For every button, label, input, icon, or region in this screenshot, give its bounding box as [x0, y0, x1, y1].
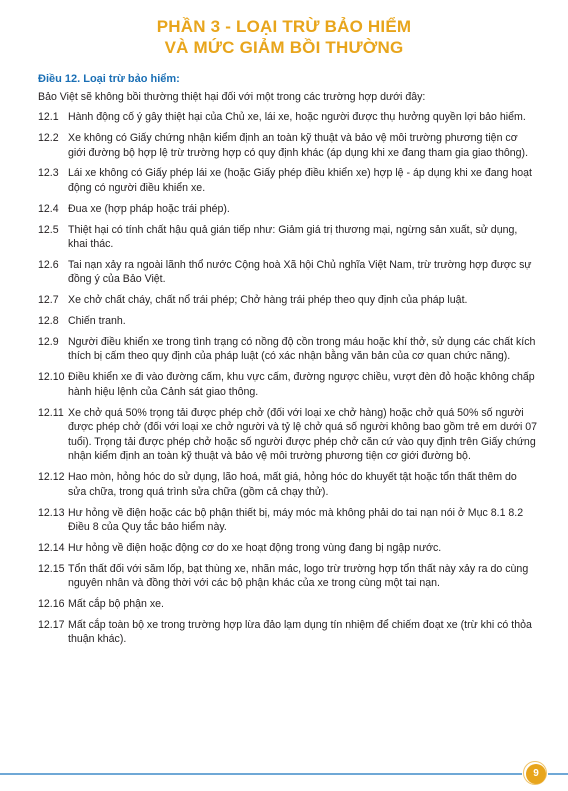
list-item — [38, 110, 538, 125]
item-text: Hư hỏng về điện hoặc các bộ phận thiết bị, máy móc mà không phải do tai nạn nói ở Mục 8.1 8.2 Điều 8 của Quy tắc bảo hiểm này. — [68, 506, 524, 534]
article-intro: Bảo Việt sẽ không bồi thường thiệt hại đối với một trong các trường hợp dưới đây: — [38, 90, 426, 103]
list-item — [38, 406, 538, 464]
item-number: 12.4 — [38, 202, 59, 215]
item-text: Xe chở chất cháy, chất nổ trái phép; Chở hàng trái phép theo quy định của pháp luật. — [68, 294, 468, 307]
item-number: 12.8 — [38, 315, 59, 328]
item-number: 12.6 — [38, 258, 59, 271]
title-line-1: PHẦN 3 - LOẠI TRỪ BẢO HIỂM — [156, 17, 412, 36]
item-number: 12.17 — [38, 618, 65, 631]
item-number: 12.15 — [38, 562, 65, 575]
item-text: Hư hỏng về điện hoặc động cơ do xe hoạt động trong vùng đang bị ngập nước. — [68, 541, 442, 554]
item-text: Lái xe không có Giấy phép lái xe (hoặc Giấy phép điều khiển xe) hợp lệ - áp dụng khi xe đang hoạt động có người điều khiển xe. — [68, 167, 532, 194]
list-item — [38, 541, 538, 556]
article-body — [38, 72, 538, 653]
page-title — [0, 16, 568, 58]
item-number: 12.11 — [38, 406, 64, 419]
footer-rule-tail — [548, 773, 568, 775]
footer-rule — [0, 773, 522, 775]
list-item — [38, 562, 538, 591]
list-item — [38, 314, 538, 329]
item-text: Đua xe (hợp pháp hoặc trái phép). — [68, 202, 230, 215]
list-item — [38, 618, 538, 647]
page-number: 9 — [526, 764, 546, 784]
item-number: 12.1 — [38, 111, 59, 124]
list-item — [38, 293, 538, 308]
exclusion-list — [38, 110, 538, 647]
item-text: Điều khiển xe đi vào đường cấm, khu vực cấm, đường ngược chiều, vượt đèn đỏ hoặc không chấp hành hiệu lệnh của Cảnh sát giao thông. — [68, 371, 535, 398]
item-number: 12.2 — [38, 131, 59, 144]
item-text: Thiệt hại có tính chất hậu quả gián tiếp như: Giảm giá trị thương mại, ngừng sản xuất, sử dụng, khai thác. — [68, 223, 518, 251]
list-item — [38, 131, 538, 160]
list-item — [38, 202, 538, 217]
list-item — [38, 470, 538, 499]
item-number: 12.12 — [38, 471, 65, 484]
list-item — [38, 166, 538, 195]
item-text: Mất cắp bộ phận xe. — [68, 598, 164, 611]
item-number: 12.5 — [38, 223, 59, 236]
item-text: Tai nạn xảy ra ngoài lãnh thổ nước Cộng hoà Xã hội Chủ nghĩa Việt Nam, trừ trường hợp được sự đồng ý của Bảo Việt. — [68, 258, 532, 286]
list-item — [38, 335, 538, 364]
item-text: Hành động cố ý gây thiệt hại của Chủ xe, lái xe, hoặc người được thụ hưởng quyền lợi bảo hiểm. — [68, 111, 526, 124]
list-item — [38, 370, 538, 399]
item-text: Xe chở quá 50% trọng tải được phép chở (đối với loại xe chở hàng) hoặc chở quá 50% số người được phép chở (đối với loại xe chở người và tỷ lệ chở quá số người không bao gồm trẻ em dưới 07 tuổi). Trọng tải được phép chở hoặc số người được phép chở căn cứ vào quy định trên Giấy chứng nhận kiểm định an toàn kỹ thuật và bảo vệ môi trường phương tiện cơ giới đường bộ. — [68, 406, 538, 463]
list-item — [38, 506, 538, 535]
item-number: 12.10 — [38, 371, 65, 384]
item-text: Xe không có Giấy chứng nhận kiểm định an toàn kỹ thuật và bảo vệ môi trường phương tiện cơ giới đường bộ hợp lệ trừ trường hợp có quy định khác (áp dụng khi xe đang tham gia giao thông). — [68, 131, 529, 159]
article-heading: Điều 12. Loại trừ bảo hiểm: — [38, 73, 180, 85]
list-item — [38, 223, 538, 252]
item-number: 12.16 — [38, 598, 65, 611]
item-number: 12.13 — [38, 506, 65, 519]
item-number: 12.3 — [38, 167, 59, 180]
item-text: Hao mòn, hỏng hóc do sử dụng, lão hoá, mất giá, hỏng hóc do khuyết tật hoặc tổn thất thêm do sửa chữa, trong quá trình sửa chữa (gồm cả chạy thử). — [68, 471, 517, 498]
item-text: Mất cắp toàn bộ xe trong trường hợp lừa đảo lạm dụng tín nhiệm để chiếm đoạt xe (trừ khi có thỏa thuận khác). — [68, 618, 532, 646]
item-number: 12.7 — [38, 294, 59, 307]
title-line-2: VÀ MỨC GIẢM BỒI THƯỜNG — [164, 38, 404, 57]
item-text: Tổn thất đối với săm lốp, bạt thùng xe, nhãn mác, logo trừ trường hợp tổn thất này xảy ra do cùng nguyên nhân và đồng thời với các bộ phận khác của xe trong cùng một tai nạn. — [68, 562, 529, 590]
list-item — [38, 597, 538, 612]
item-number: 12.14 — [38, 541, 65, 554]
item-number: 12.9 — [38, 335, 59, 348]
item-text: Người điều khiển xe trong tình trạng có nồng độ cồn trong máu hoặc khí thở, sử dụng các chất kích thích bị cấm theo quy định của pháp luật (có xác nhận bằng văn bản của cơ quan chức năng). — [68, 335, 536, 363]
list-item — [38, 258, 538, 287]
item-text: Chiến tranh. — [68, 315, 126, 328]
